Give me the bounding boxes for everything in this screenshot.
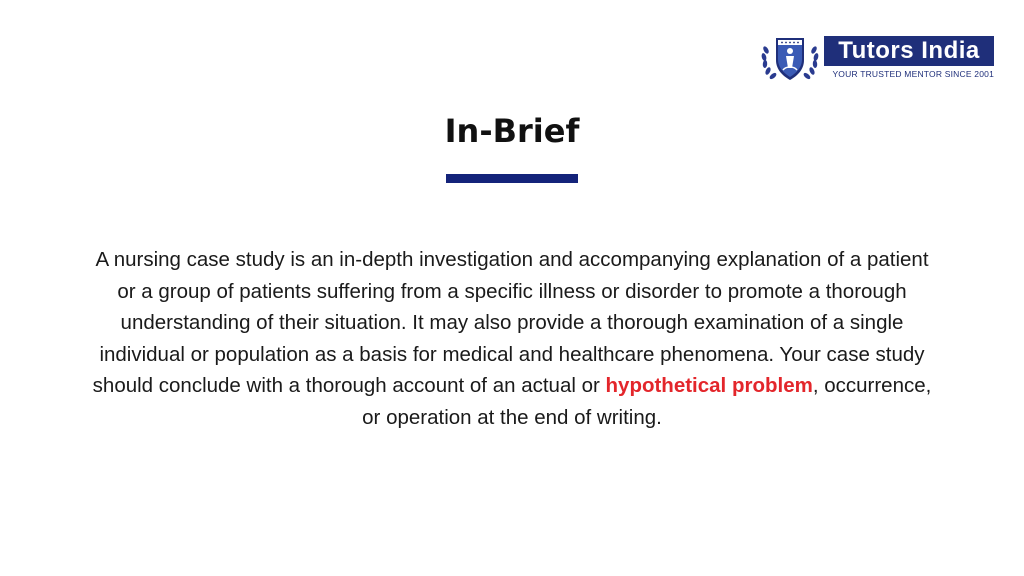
- title-underline: [446, 174, 578, 183]
- slide-title: In-Brief: [444, 112, 580, 150]
- logo-tagline: YOUR TRUSTED MENTOR SINCE 2001: [832, 69, 994, 79]
- logo-name: Tutors India: [838, 37, 980, 64]
- logo-name-box: [824, 36, 994, 66]
- body-text-before: A nursing case study is an in-depth investigation and accompanying explanation of a patient or a group of patients suffering from a specific illness or disorder to promote a thorough understanding of their situation. It may also provide a thorough examination of a single individual or population as a basis for medical and healthcare phenomena. Your case study should conclude with a thorough account of an actual or: [92, 248, 929, 397]
- body-text-after: , occurrence, or operation at the end of writing.: [362, 374, 932, 429]
- laurel-shield-icon: [758, 34, 822, 84]
- body-paragraph: [88, 244, 936, 433]
- highlighted-phrase: hypothetical problem: [605, 374, 813, 397]
- tutors-india-logo[interactable]: [758, 34, 996, 84]
